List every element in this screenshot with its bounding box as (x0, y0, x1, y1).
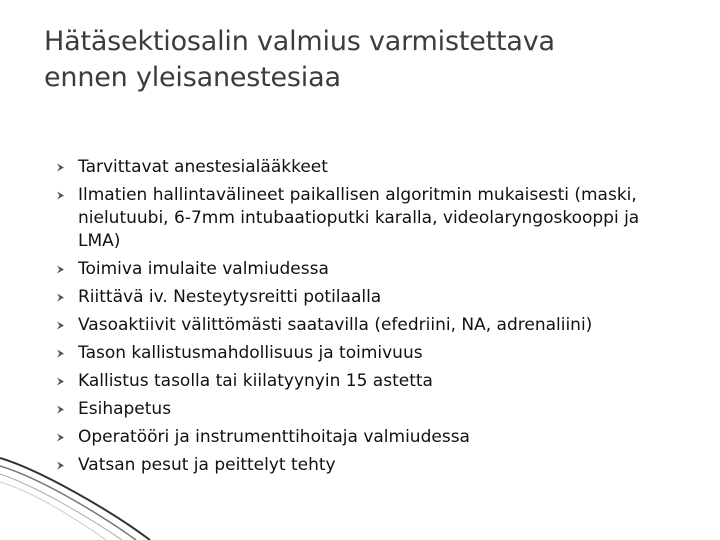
list-item (56, 156, 696, 179)
list-item (56, 314, 696, 337)
bullet-list (56, 156, 696, 482)
list-item-text: Ilmatien hallintavälineet paikallisen algoritmin mukaisesti (maski, nielutuubi, 6-7mm intubaatioputki karalla, videolaryngoskooppi ja LMA) (78, 185, 640, 251)
bullet-arrow-icon (56, 460, 66, 471)
list-item (56, 426, 696, 449)
bullet-arrow-icon (56, 162, 66, 173)
bullet-arrow-icon (56, 190, 66, 201)
list-item (56, 342, 696, 365)
bullet-arrow-icon (56, 432, 66, 443)
title-line-2: ennen yleisanestesiaa (44, 62, 341, 93)
list-item (56, 286, 696, 309)
list-item-text: Riittävä iv. Nesteytysreitti potilaalla (78, 287, 382, 307)
list-item-text: Vasoaktiivit välittömästi saatavilla (efedriini, NA, adrenaliini) (78, 315, 593, 335)
list-item-text: Kallistus tasolla tai kiilatyynyin 15 astetta (78, 371, 433, 391)
bullet-arrow-icon (56, 292, 66, 303)
list-item-text: Toimiva imulaite valmiudessa (78, 259, 329, 279)
list-item (56, 454, 696, 477)
list-item-text: Tason kallistusmahdollisuus ja toimivuus (78, 343, 423, 363)
list-item-text: Tarvittavat anestesialääkkeet (78, 157, 328, 177)
list-item (56, 184, 678, 253)
bullet-arrow-icon (56, 320, 66, 331)
list-item (56, 398, 696, 421)
list-item-text: Vatsan pesut ja peittelyt tehty (78, 455, 336, 475)
title-line-1: Hätäsektiosalin valmius varmistettava (44, 26, 555, 57)
slide-title (44, 24, 684, 96)
bullet-arrow-icon (56, 264, 66, 275)
bullet-arrow-icon (56, 348, 66, 359)
bullet-arrow-icon (56, 404, 66, 415)
list-item (56, 258, 696, 281)
list-item (56, 370, 696, 393)
list-item-text: Esihapetus (78, 399, 172, 419)
list-item-text: Operatööri ja instrumenttihoitaja valmiudessa (78, 427, 470, 447)
bullet-arrow-icon (56, 376, 66, 387)
